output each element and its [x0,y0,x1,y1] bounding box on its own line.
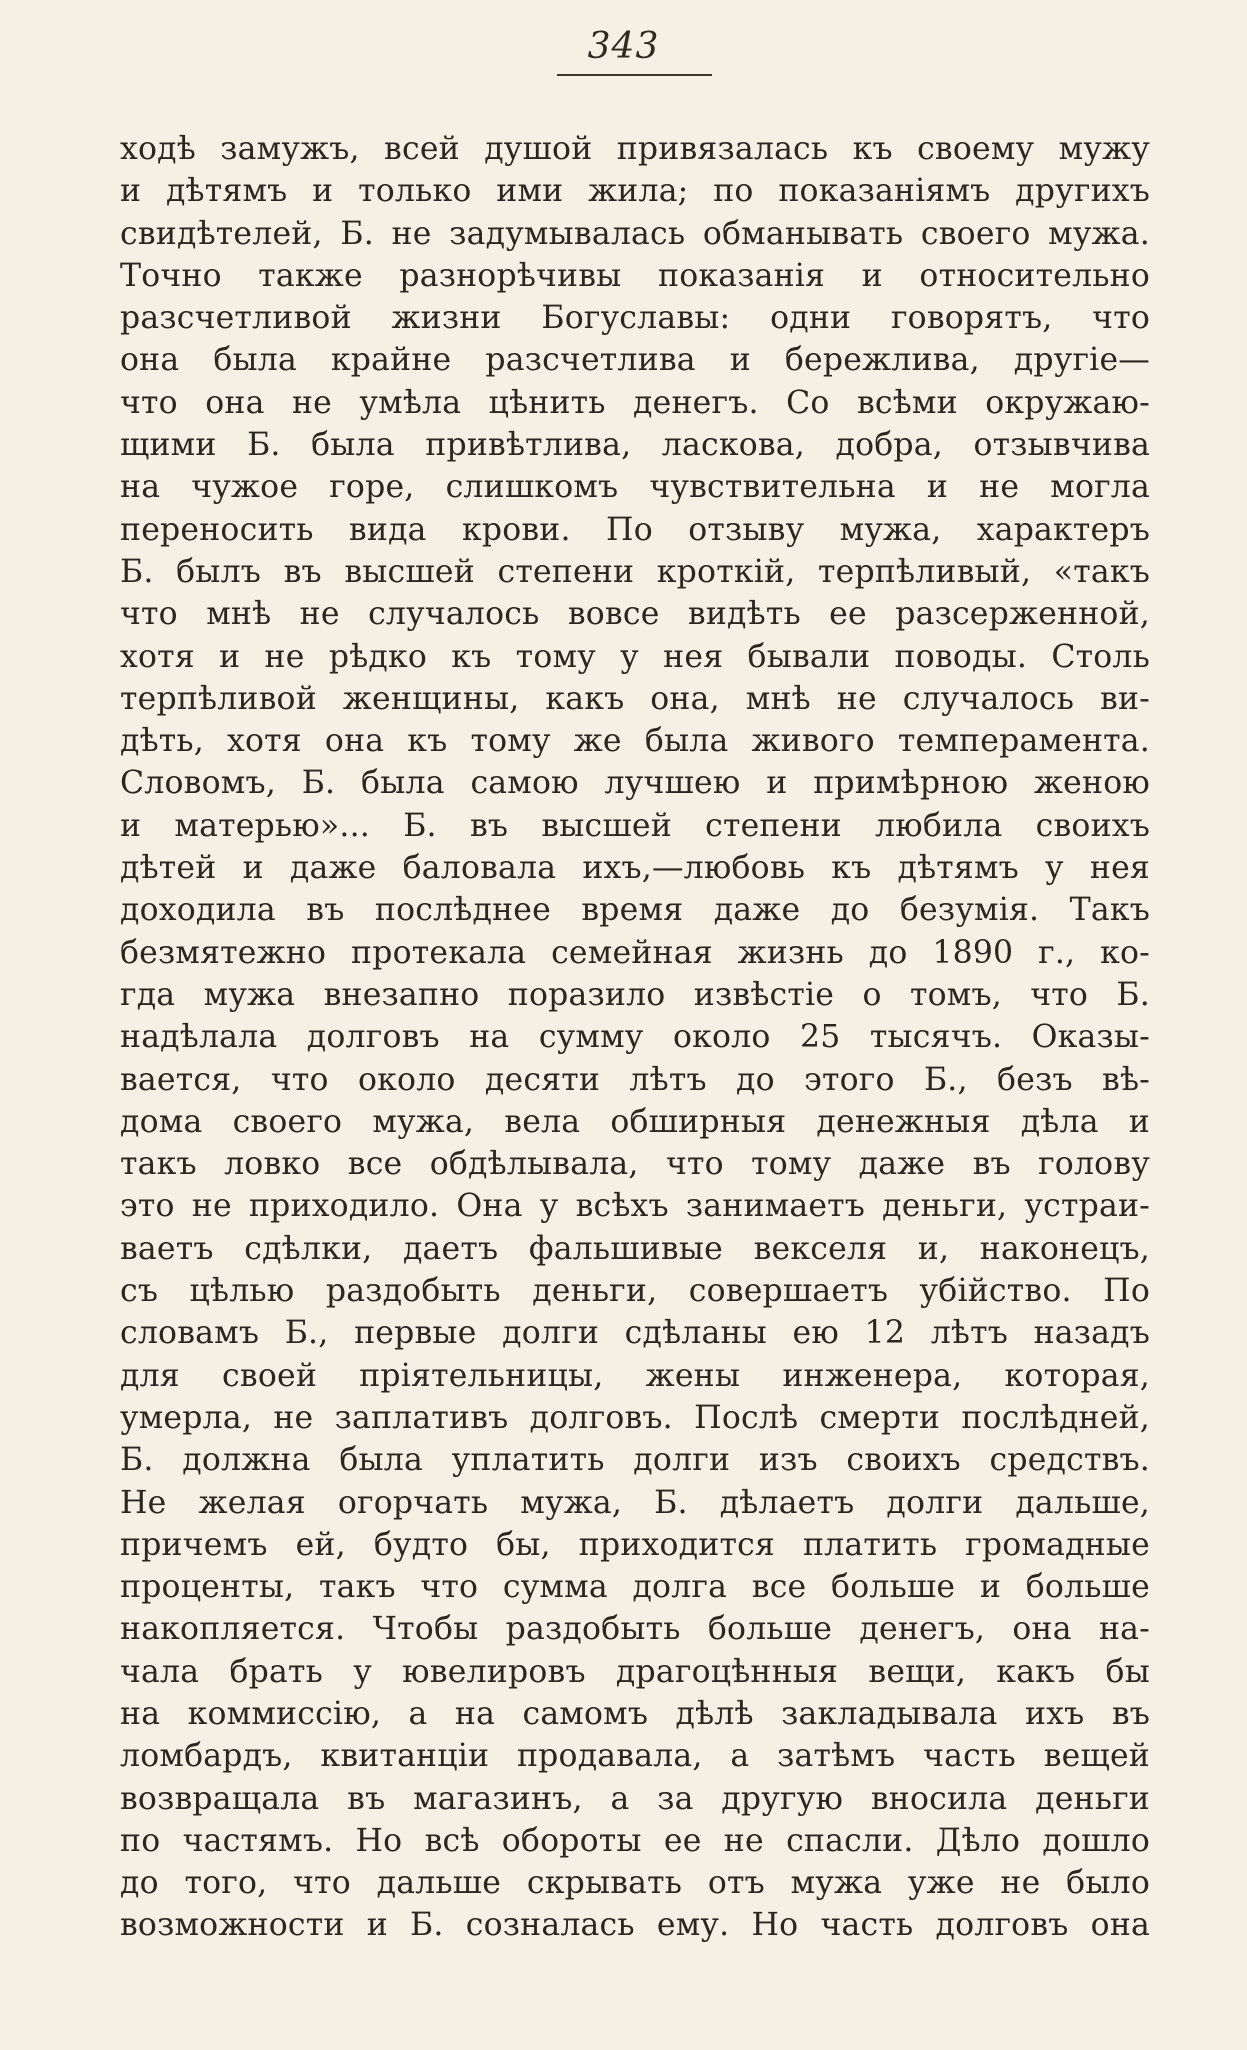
text-line: умерла, не заплативъ долговъ. Послѣ смерти послѣдней, [120,1399,1150,1436]
text-line: съ цѣлью раздобыть деньги, совершаетъ убійство. По [120,1273,1150,1310]
text-line: Словомъ, Б. была самою лучшею и примѣрною женою [120,765,1150,802]
text-line: словамъ Б., первые долги сдѣланы ею 12 лѣтъ назадъ [120,1315,1150,1352]
text-line: что мнѣ не случалось вовсе видѣть ее разсерженной, [120,596,1150,633]
text-line: вается, что около десяти лѣтъ до этого Б., безъ вѣ- [120,1061,1150,1098]
text-line: гда мужа внезапно поразило извѣстіе о томъ, что Б. [120,976,1150,1013]
body-text [120,128,1150,1947]
text-line: такъ ловко все обдѣлывала, что тому даже въ голову [120,1146,1150,1183]
text-line: чала брать у ювелировъ драгоцѣнныя вещи, какъ бы [120,1653,1150,1690]
text-line: до того, что дальше скрывать отъ мужа уже не было [120,1865,1150,1902]
page-number: 343 [587,26,660,67]
text-line: возвращала въ магазинъ, а за другую вносила деньги [120,1780,1150,1817]
text-line: проценты, такъ что сумма долга все больше и больше [120,1569,1150,1606]
text-line: для своей пріятельницы, жены инженера, которая, [120,1357,1150,1394]
text-line: терпѣливой женщины, какъ она, мнѣ не случалось ви- [120,680,1150,717]
text-line: причемъ ей, будто бы, приходится платить громадные [120,1526,1150,1563]
text-line: это не приходило. Она у всѣхъ занимаетъ деньги, устраи- [120,1188,1150,1225]
text-line: надѣлала долговъ на сумму около 25 тысячъ. Оказы- [120,1019,1150,1056]
text-line: разсчетливой жизни Богуславы: одни говорятъ, что [120,300,1150,337]
page-number-underline [557,74,712,76]
text-line: переносить вида крови. По отзыву мужа, характеръ [120,511,1150,548]
text-line: ходѣ замужъ, всей душой привязалась къ своему мужу [120,131,1150,167]
text-line: дома своего мужа, вела обширныя денежныя дѣла и [120,1103,1150,1140]
text-line: по частямъ. Но всѣ обороты ее не спасли. Дѣло дошло [120,1822,1150,1859]
text-line: ломбардъ, квитанціи продавала, а затѣмъ часть вещей [120,1738,1150,1775]
text-line: возможности и Б. созналась ему. Но часть долговъ она [120,1907,1150,1944]
text-line: Б. былъ въ высшей степени кроткій, терпѣливый, «такъ [120,553,1150,590]
text-line: и дѣтямъ и только ими жила; по показаніямъ другихъ [120,173,1150,210]
text-line: безмятежно протекала семейная жизнь до 1890 г., ко- [120,934,1150,971]
text-line: хотя и не рѣдко къ тому у нея бывали поводы. Столь [120,638,1150,675]
text-line: ваетъ сдѣлки, даетъ фальшивые векселя и, наконецъ, [120,1230,1150,1267]
text-line: на коммиссію, а на самомъ дѣлѣ закладывала ихъ въ [120,1695,1150,1732]
text-line: и матерью»... Б. въ высшей степени любила своихъ [120,807,1150,844]
text-line: свидѣтелей, Б. не задумывалась обманывать своего мужа. [120,215,1150,252]
text-line: щими Б. была привѣтлива, ласкова, добра, отзывчива [120,427,1150,464]
text-line: доходила въ послѣднее время даже до безумія. Такъ [120,892,1150,929]
text-line: она была крайне разсчетлива и бережлива, другіе— [120,342,1150,379]
text-line: Б. должна была уплатить долги изъ своихъ средствъ. [120,1442,1150,1479]
text-line: Точно также разнорѣчивы показанія и относительно [120,257,1150,294]
text-line: дѣть, хотя она къ тому же была живого темперамента. [120,723,1150,760]
text-line: на чужое горе, слишкомъ чувствительна и не могла [120,469,1150,506]
text-line: что она не умѣла цѣнить денегъ. Со всѣми окружаю- [120,384,1150,421]
text-line: накопляется. Чтобы раздобыть больше денегъ, она на- [120,1611,1150,1648]
text-line: дѣтей и даже баловала ихъ,—любовь къ дѣтямъ у нея [120,850,1150,887]
text-line: Не желая огорчать мужа, Б. дѣлаетъ долги дальше, [120,1484,1150,1521]
